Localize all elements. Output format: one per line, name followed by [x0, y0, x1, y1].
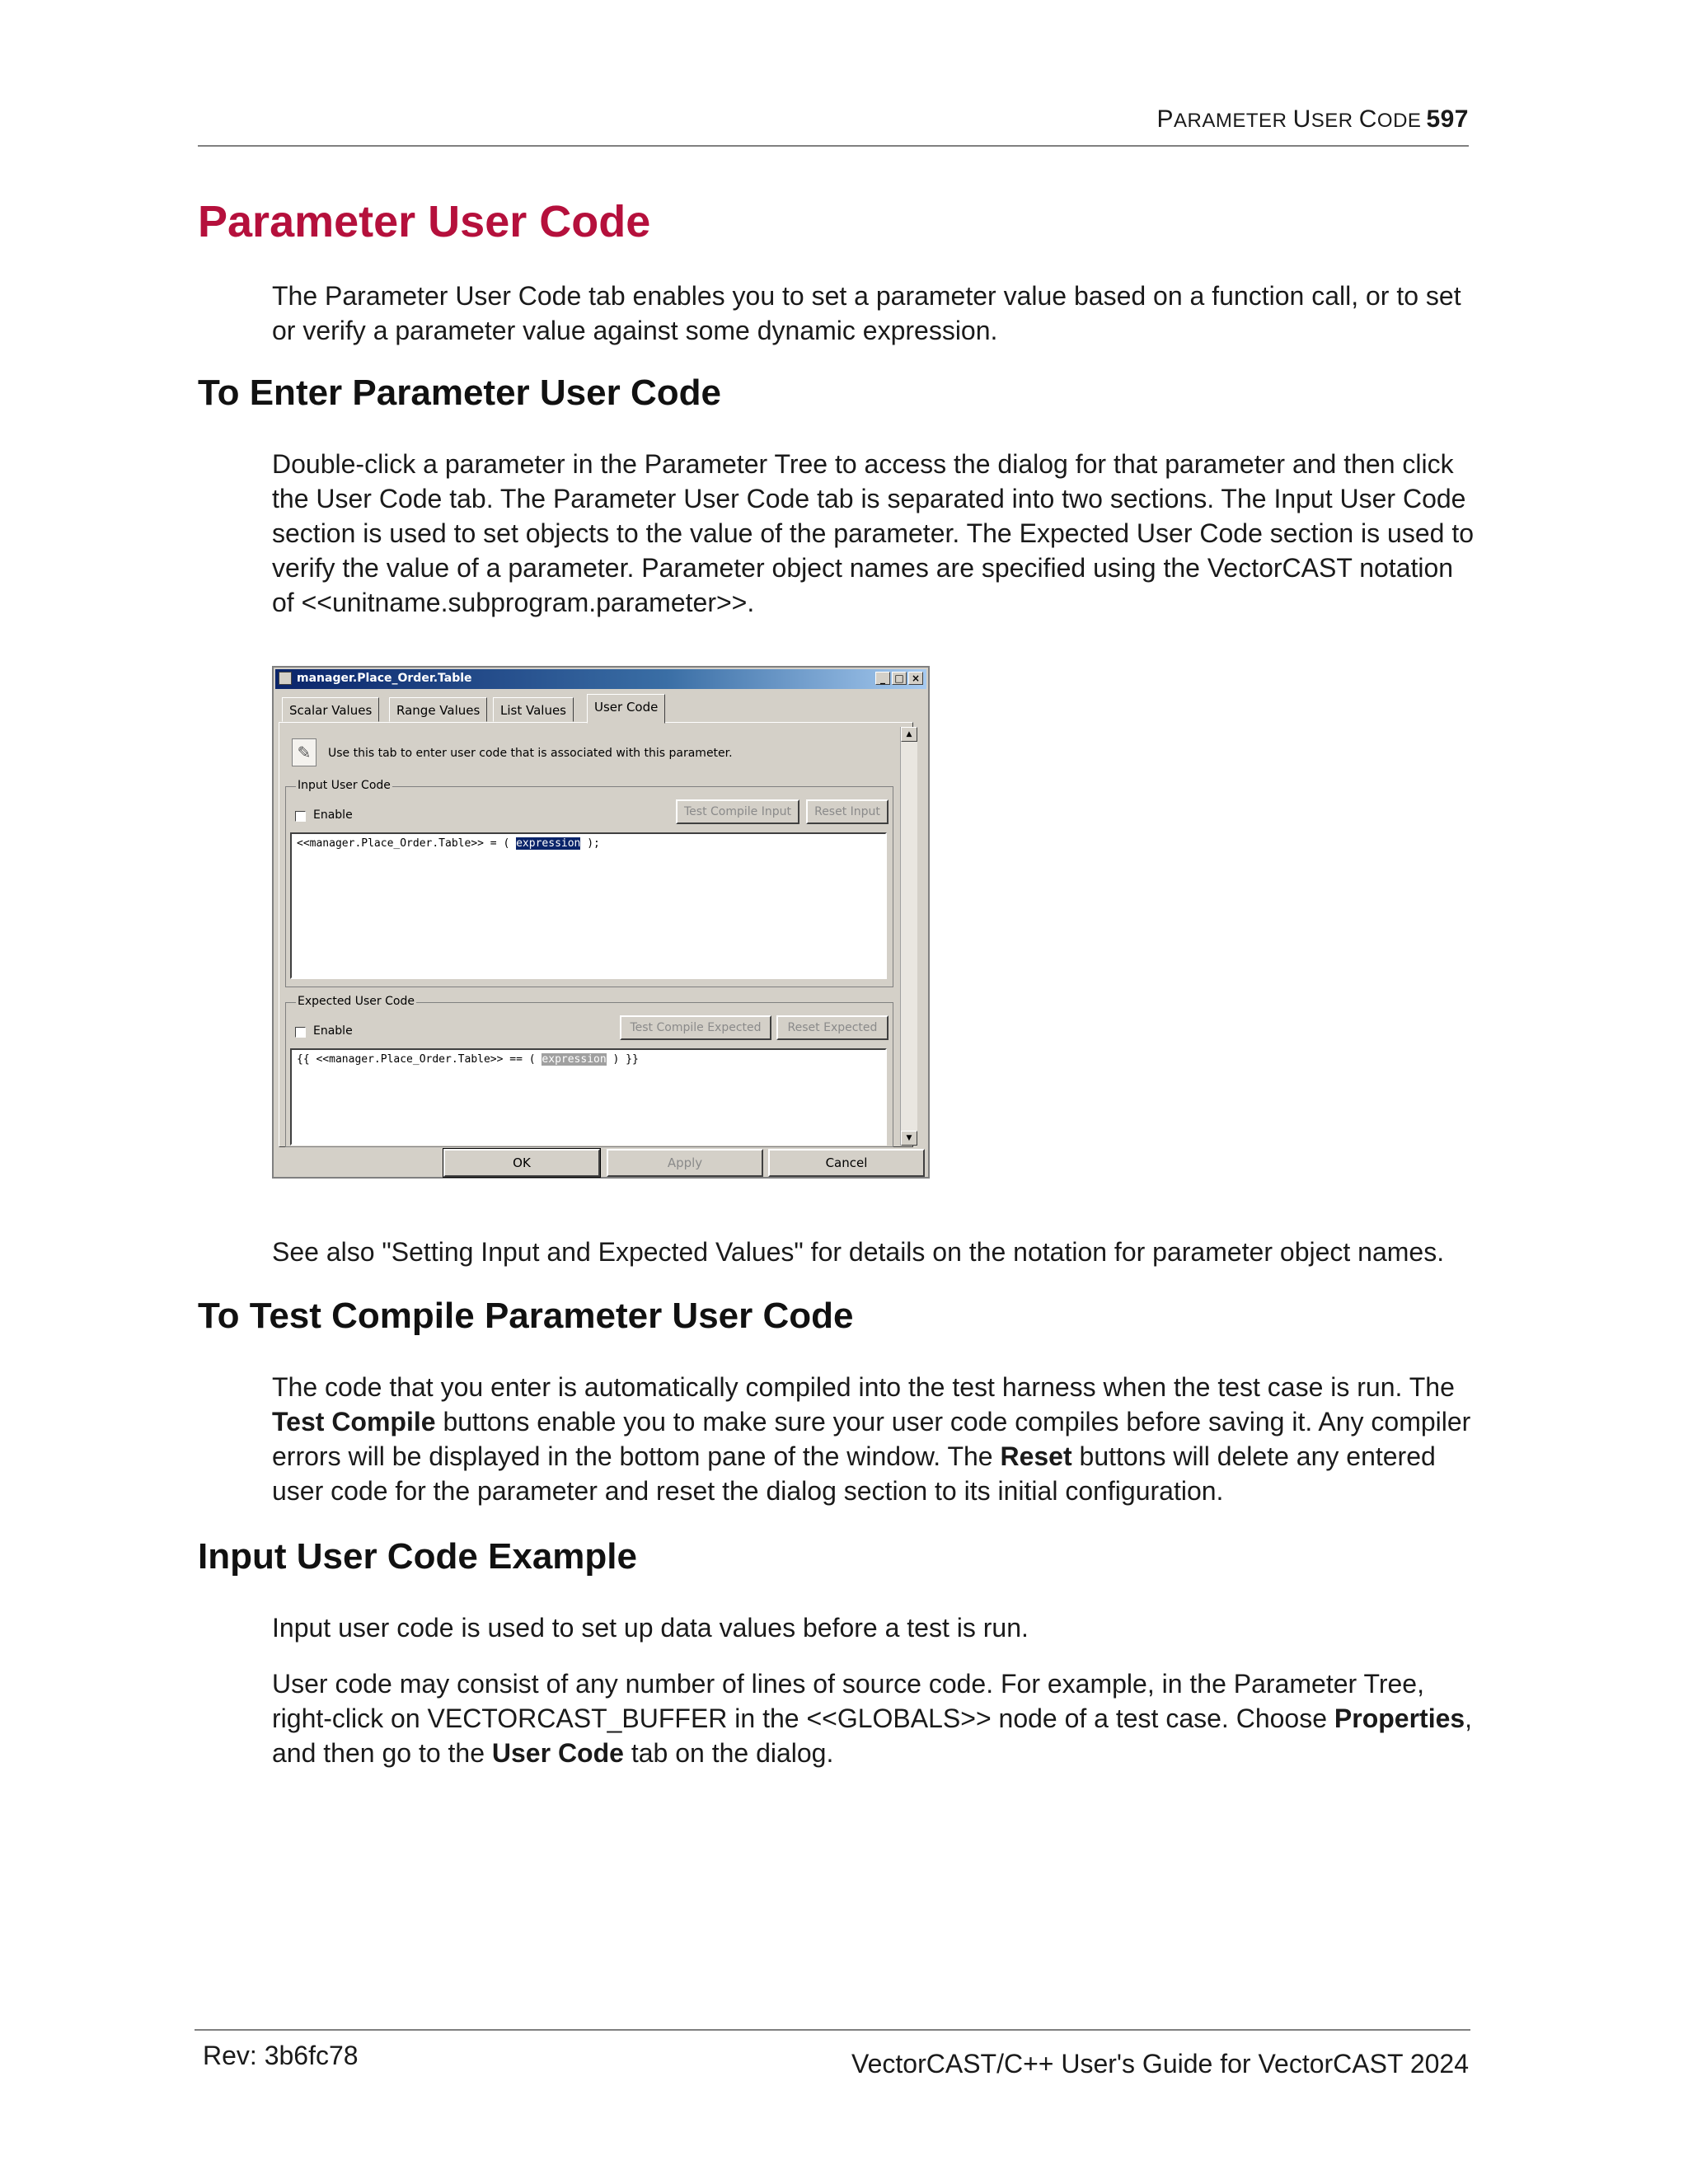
section-test-compile-paragraph: The code that you enter is automatically compiled into the test harness when the test case is run. The Test Compile buttons enable you to make sure your user code compiles before saving it. Any compiler errors will be displayed in the bottom pane of the window. The Reset buttons will delete any entered user code for the parameter and reset the dialog section to its initial configuration.	[272, 1372, 1471, 1506]
info-icon: ✎	[292, 738, 316, 766]
test-compile-expected-button[interactable]: Test Compile Expected	[620, 1015, 771, 1040]
vertical-scrollbar[interactable]	[900, 727, 917, 1146]
scroll-down-icon[interactable]: ▼	[901, 1131, 917, 1146]
expected-code-highlight: expression	[542, 1053, 607, 1066]
input-enable-label: Enable	[313, 808, 353, 822]
info-text: Use this tab to enter user code that is associated with this parameter.	[328, 747, 733, 760]
dialog-screenshot	[272, 666, 930, 1179]
minimize-icon[interactable]: _	[875, 672, 890, 685]
tab-user-code[interactable]: User Code	[587, 694, 665, 724]
see-also-paragraph: See also "Setting Input and Expected Values" for details on the notation for parameter object names.	[272, 1237, 1445, 1267]
section-heading-input-example: Input User Code Example	[198, 1536, 638, 1577]
header-title: PARAMETER USER CODE	[1156, 105, 1422, 133]
expected-enable-checkbox[interactable]	[295, 1027, 306, 1038]
page-title: Parameter User Code	[198, 197, 651, 246]
close-icon[interactable]: ×	[908, 672, 923, 685]
section-enter-paragraph: Double-click a parameter in the Parameter Tree to access the dialog for that parameter and then click the User Code tab. The Parameter User Code tab is separated into two sections. The Input User Code section is used to set objects to the value of the parameter. The Expected User Code section is used to verify the value of a parameter. Parameter object names are specified using the VectorCAST notation of <<unitname.subprogram.parameter>>.	[272, 449, 1475, 617]
ok-button[interactable]: OK	[443, 1149, 600, 1177]
input-example-paragraph-1: Input user code is used to set up data values before a test is run.	[272, 1613, 1029, 1643]
expected-code-editor[interactable]: {{ <<manager.Place_Order.Table>> == ( expression ) }}	[290, 1048, 887, 1146]
input-group-label: Input User Code	[298, 779, 391, 792]
intro-paragraph: The Parameter User Code tab enables you to set a parameter value based on a function call, or to set or verify a parameter value against some dynamic expression.	[272, 281, 1461, 345]
window-icon	[279, 672, 292, 685]
header-rule	[198, 145, 1469, 147]
page-number: 597	[1426, 105, 1469, 133]
cancel-button[interactable]: Cancel	[768, 1149, 925, 1177]
expected-enable-label: Enable	[313, 1024, 353, 1038]
footer-revision: Rev: 3b6fc78	[203, 2041, 359, 2070]
tab-list-values[interactable]: List Values	[493, 697, 574, 722]
reset-expected-button[interactable]: Reset Expected	[776, 1015, 889, 1040]
expected-group-label: Expected User Code	[298, 995, 415, 1008]
reset-input-button[interactable]: Reset Input	[806, 799, 889, 824]
footer-guide-title: VectorCAST/C++ User's Guide for VectorCAST 2024	[851, 2049, 1469, 2079]
scroll-up-icon[interactable]: ▲	[901, 727, 917, 742]
test-compile-input-button[interactable]: Test Compile Input	[676, 799, 799, 824]
section-heading-test-compile: To Test Compile Parameter User Code	[198, 1296, 854, 1336]
input-code-editor[interactable]: <<manager.Place_Order.Table>> = ( expression );	[290, 832, 887, 979]
running-header	[198, 105, 1469, 134]
tab-range-values[interactable]: Range Values	[389, 697, 487, 722]
input-example-paragraph-2: User code may consist of any number of lines of source code. For example, in the Parameter Tree, right-click on VECTORCAST_BUFFER in the <<GLOBALS>> node of a test case. Choose Properties, and then go to the User Code tab on the dialog.	[272, 1669, 1473, 1768]
maximize-icon[interactable]: □	[892, 672, 907, 685]
section-heading-enter: To Enter Parameter User Code	[198, 373, 721, 413]
apply-button[interactable]: Apply	[607, 1149, 763, 1177]
input-enable-checkbox[interactable]	[295, 811, 306, 822]
tab-scalar-values[interactable]: Scalar Values	[282, 697, 379, 722]
footer-rule	[195, 2029, 1470, 2031]
input-code-highlight: expression	[516, 837, 581, 850]
dialog-title: manager.Place_Order.Table	[297, 672, 472, 685]
dialog-titlebar[interactable]	[275, 669, 926, 689]
